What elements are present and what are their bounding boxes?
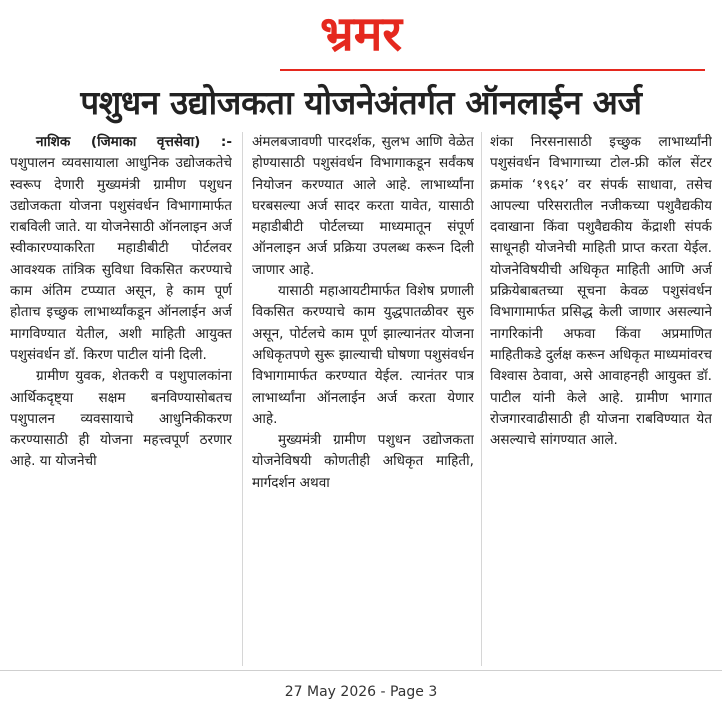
article-headline: पशुधन उद्योजकता योजनेअंतर्गत ऑनलाईन अर्ज xyxy=(80,83,642,122)
article-paragraph: मुख्यमंत्री ग्रामीण पशुधन उद्योजकता योजनेविषयी कोणतीही अधिकृत माहिती, मार्गदर्शन अथवा xyxy=(252,432,474,491)
article-column-3 xyxy=(490,132,712,666)
article-paragraph: यासाठी महाआयटीमार्फत विशेष प्रणाली विकसित करण्याचे काम युद्धपातळीवर सुरु असून, पोर्टलचे काम पूर्ण झाल्यानंतर योजना अधिकृतपणे सुरू झाल्याची घोषणा पशुसंवर्धन विभागामार्फत करण्यात येईल. त्यानंतर पात्र लाभार्थ्यांना ऑनलाईन अर्ज करता येणार आहे. xyxy=(252,283,474,427)
article-paragraph: ग्रामीण युवक, शेतकरी व पशुपालकांना आर्थिकदृष्ट्या सक्षम बनविण्यासोबतच पशुपालन व्यवसायाचे आधुनिकीकरण करण्यासाठी ही योजना महत्त्वपूर्ण ठरणार आहे. या योजनेची xyxy=(10,368,232,470)
column-divider xyxy=(242,132,243,666)
article-column-2 xyxy=(252,132,474,666)
article-body xyxy=(10,132,712,666)
masthead xyxy=(0,0,722,70)
article-paragraph: अंमलबजावणी पारदर्शक, सुलभ आणि वेळेत होण्यासाठी पशुसंवर्धन विभागाकडून सर्वंकष नियोजन करण्यात आले आहे. लाभार्थ्यांना घरबसल्या अर्ज सादर करता यावेत, यासाठी महाडीबीटी पोर्टलच्या माध्यमातून संपूर्ण ऑनलाइन अर्ज प्रक्रिया उपलब्ध करून दिली जाणार आहे. xyxy=(252,134,474,278)
dateline: नाशिक (जिमाका वृत्तसेवा) :- xyxy=(36,134,232,150)
footer-rule xyxy=(0,670,722,671)
newspaper-logo: भ्रमर xyxy=(319,6,403,62)
masthead-rule xyxy=(280,69,705,71)
column-divider xyxy=(481,132,482,666)
article-paragraph: शंका निरसनासाठी इच्छुक लाभार्थ्यांनी पशुसंवर्धन विभागाच्या टोल-फ्री कॉल सेंटर क्रमांक ‘१९६२’ वर संपर्क साधावा, तसेच आपल्या परिसरातील नजीकच्या पशुवैद्यकीय दवाखाना किंवा पशुवैद्यकीय केंद्राशी संपर्क साधूनही योजनेची माहिती प्राप्त करता येईल. योजनेविषयीची अधिकृत माहिती आणि अर्ज प्रक्रियेबाबतच्या सूचना केवळ पशुसंवर्धन विभागामार्फत प्रसिद्ध केली जाणार असल्याने नागरिकांनी अफवा किंवा अप्रमाणित माहितीकडे दुर्लक्ष करून अधिकृत माध्यमांवरच विश्वास ठेवावा, असे आवाहनही आयुक्त डॉ. पाटील यांनी केले आहे. ग्रामीण भागात रोजगारवाढीसाठी ही योजना राबविण्यात येत असल्याचे सांगण्यात आले. xyxy=(490,134,712,449)
article-paragraph: नाशिक (जिमाका वृत्तसेवा) :- पशुपालन व्यवसायाला आधुनिक उद्योजकतेचे स्वरूप देणारी मुख्यमंत्री ग्रामीण पशुधन उद्योजकता योजना पशुसंवर्धन विभागामार्फत राबविली जाते. या योजनेसाठी ऑनलाइन अर्ज स्वीकारण्याकरिता महाडीबीटी पोर्टलवर आवश्यक तांत्रिक सुविधा विकसित करण्याचे काम अंतिम टप्प्यात असून, हे काम पूर्ण होताच इच्छुक लाभार्थ्यांकडून ऑनलाईन अर्ज मागविण्यात येतील, अशी माहिती आयुक्त पशुसंवर्धन डॉ. किरण पाटील यांनी दिली. xyxy=(10,134,232,363)
article-column-1 xyxy=(10,132,232,666)
page-footer: 27 May 2026 - Page 3 xyxy=(284,684,438,700)
